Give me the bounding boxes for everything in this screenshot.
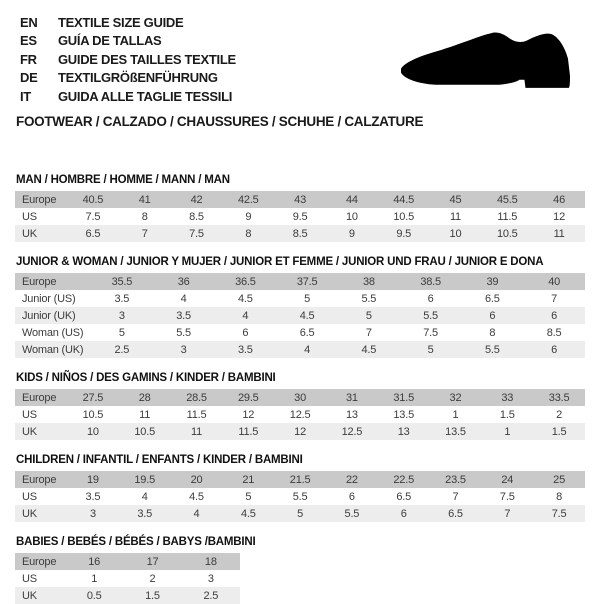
table-cell: 11 [190,425,202,438]
table-cell: 4 [304,343,311,356]
table-cell: 7.5 [189,227,204,240]
table-cell: 1 [91,572,98,585]
table-cell: 5.5 [176,326,191,339]
row-label: US [22,210,37,223]
table-cell: 6.5 [85,227,101,240]
table-cell: 3.5 [137,507,153,520]
table-cell: 40.5 [82,193,104,206]
language-title: GUIDE DES TAILLES TEXTILE [58,51,236,67]
table-cell: 1.5 [145,589,160,602]
table-cell: 6.5 [485,292,500,305]
table-cell: 10 [449,227,462,240]
table-cell: 1.5 [551,425,567,438]
table-cell: 8 [245,227,252,240]
size-table-section-junior-woman [15,255,585,358]
row-label: Europe [22,193,57,206]
table-row [15,389,585,406]
table-cell: 5 [245,490,252,503]
table-cell: 21.5 [289,473,311,486]
table-cell: 31.5 [393,391,414,404]
table-cell: 18 [204,555,217,568]
table-cell: 4 [141,490,148,503]
row-label: Junior (UK) [22,309,76,322]
table-cell: 2.5 [114,343,130,356]
table-cell: 28.5 [186,391,207,404]
table-cell: 11.5 [186,408,207,421]
table-cell: 5.5 [292,490,308,503]
table-cell: 10.5 [496,227,518,240]
table-row [15,423,585,440]
table-cell: 5.5 [485,343,500,356]
table-row [15,324,585,341]
table-cell: 8.5 [546,326,562,339]
table-cell: 7 [365,326,372,339]
table-row [15,273,585,290]
table-cell: 5.5 [423,309,438,322]
language-code: EN [20,15,38,30]
table-cell: 4 [180,292,187,305]
table-cell: 11 [139,408,151,421]
row-label: UK [22,589,37,602]
table-cell: 3.5 [238,343,253,356]
table-cell: 12.5 [289,408,311,421]
table-cell: 1 [452,408,459,421]
language-title: TEXTILE SIZE GUIDE [58,15,184,30]
size-table-title: JUNIOR & WOMAN / JUNIOR Y MUJER / JUNIOR ET FEMME / JUNIOR UND FRAU / JUNIOR E DONA [16,256,544,269]
table-cell: 5.5 [361,292,377,305]
table-cell: 7.5 [551,507,567,520]
table-cell: 6.5 [396,490,412,503]
size-table [15,191,585,242]
table-cell: 2.5 [203,589,219,602]
table-cell: 4.5 [189,490,204,503]
table-cell: 0.5 [86,589,102,602]
table-cell: 12 [294,425,306,438]
table-row [15,208,585,225]
table-cell: 4.5 [361,343,377,356]
size-table-section-babies [15,535,585,604]
table-cell: 13 [397,425,410,438]
table-cell: 4 [242,309,249,322]
table-cell: 11 [449,210,461,223]
table-cell: 24 [501,473,514,486]
row-label: Woman (US) [22,326,84,339]
table-row [15,290,585,307]
table-cell: 5.5 [344,507,360,520]
table-cell: 33 [501,391,514,404]
size-table-title: CHILDREN / INFANTIL / ENFANTS / KINDER / BAMBINI [16,454,303,467]
table-cell: 19.5 [134,473,155,486]
table-cell: 13.5 [445,425,466,438]
row-label: US [22,408,37,421]
table-cell: 6 [242,326,249,339]
table-cell: 10.5 [134,425,155,438]
table-cell: 3 [89,507,96,520]
table-cell: 7.5 [85,210,101,223]
table-cell: 25 [553,473,565,486]
table-cell: 7 [141,227,148,240]
table-cell: 6.5 [299,326,315,339]
table-cell: 4.5 [299,309,315,322]
size-table-section-kids [15,371,585,440]
table-cell: 6 [427,292,434,305]
table-cell: 3.5 [85,490,101,503]
language-code: IT [20,88,31,104]
table-cell: 3 [118,309,125,322]
table-cell: 36 [177,275,190,288]
row-label: UK [22,425,37,438]
table-row [15,488,585,505]
table-cell: 35.5 [111,275,133,288]
table-cell: 4 [193,507,200,520]
table-cell: 38 [362,275,375,288]
size-table [15,471,585,522]
table-cell: 6 [489,309,496,322]
table-cell: 13 [345,408,358,421]
table-cell: 22.5 [393,473,414,486]
table-cell: 5 [304,292,311,305]
table-cell: 45.5 [496,193,518,206]
size-table [15,273,585,358]
table-cell: 5 [297,507,304,520]
table-row [15,406,585,423]
table-cell: 30 [294,391,306,404]
table-cell: 12 [553,210,565,223]
row-label: Europe [22,555,57,568]
table-cell: 7 [504,507,511,520]
table-cell: 9 [348,227,355,240]
row-label: Woman (UK) [22,343,84,356]
table-cell: 11.5 [238,425,259,438]
table-cell: 16 [88,555,101,568]
table-cell: 10.5 [82,408,104,421]
table-cell: 5 [118,326,125,339]
table-cell: 37.5 [296,275,318,288]
table-row [15,505,585,522]
table-cell: 23.5 [445,473,466,486]
row-label: US [22,490,37,503]
table-cell: 6 [551,309,558,322]
row-label: Europe [22,391,57,404]
row-label: UK [22,227,37,240]
table-cell: 28 [138,391,151,404]
shoe-icon [400,30,572,90]
table-cell: 3 [207,572,214,585]
table-cell: 7.5 [499,490,515,503]
category-line: FOOTWEAR / CALZADO / CHAUSSURES / SCHUHE / CALZATURE [16,114,424,130]
table-cell: 20 [190,473,203,486]
table-cell: 17 [146,555,159,568]
language-title: GUIDA ALLE TAGLIE TESSILI [58,88,233,104]
table-cell: 8.5 [189,210,204,223]
table-cell: 6 [348,490,355,503]
table-cell: 13.5 [393,408,414,421]
table-cell: 27.5 [82,391,104,404]
table-cell: 10 [86,425,99,438]
table-row [15,471,585,488]
table-cell: 1 [504,425,511,438]
table-cell: 6 [400,507,407,520]
table-cell: 2 [149,572,156,585]
table-cell: 44 [345,193,358,206]
language-code: FR [20,51,37,67]
table-row [15,570,240,587]
table-cell: 11 [553,227,565,240]
language-title: TEXTILGRÖßENFÜHRUNG [58,70,218,86]
size-table-title: BABIES / BEBÉS / BÉBÉS / BABYS /BAMBINI [16,536,256,549]
size-table-title: MAN / HOMBRE / HOMME / MANN / MAN [16,174,230,187]
row-label: Junior (US) [22,292,76,305]
table-cell: 29.5 [237,391,259,404]
table-cell: 7.5 [423,326,438,339]
table-cell: 42 [190,193,203,206]
table-cell: 46 [553,193,565,206]
table-cell: 12.5 [341,425,363,438]
size-table-title: KIDS / NIÑOS / DES GAMINS / KINDER / BAMBINI [16,372,276,385]
table-row [15,553,240,570]
table-cell: 3 [180,343,187,356]
table-row [15,341,585,358]
table-cell: 8 [556,490,563,503]
table-cell: 9.5 [396,227,412,240]
table-cell: 41 [138,193,151,206]
language-code: DE [20,70,38,86]
table-cell: 40 [548,275,561,288]
table-row [15,225,585,242]
table-row [15,587,240,604]
table-row [15,307,585,324]
table-cell: 1.5 [499,408,515,421]
table-cell: 21 [242,473,255,486]
table-cell: 5 [365,309,372,322]
size-table [15,553,240,604]
table-cell: 36.5 [235,275,256,288]
table-cell: 3.5 [114,292,130,305]
table-cell: 38.5 [420,275,441,288]
table-cell: 39 [486,275,499,288]
table-cell: 9.5 [292,210,308,223]
table-cell: 7 [452,490,459,503]
table-cell: 31 [345,391,358,404]
language-code: ES [20,33,37,49]
table-cell: 6 [551,343,558,356]
table-cell: 9 [245,210,252,223]
tables-container [15,173,585,604]
language-row [20,88,600,106]
table-cell: 10.5 [393,210,414,223]
table-cell: 12 [242,408,255,421]
size-table [15,389,585,440]
table-cell: 32 [449,391,462,404]
row-label: UK [22,507,37,520]
table-cell: 4.5 [238,292,253,305]
table-cell: 3.5 [176,309,191,322]
size-table-section-man [15,173,585,242]
row-label: Europe [22,275,57,288]
table-cell: 44.5 [393,193,414,206]
table-cell: 33.5 [548,391,570,404]
language-title: GUÍA DE TALLAS [58,33,162,49]
table-cell: 10 [345,210,358,223]
table-row [15,191,585,208]
table-cell: 22 [345,473,358,486]
table-cell: 8.5 [292,227,308,240]
row-label: US [22,572,37,585]
table-cell: 8 [489,326,496,339]
table-cell: 2 [556,408,563,421]
table-cell: 19 [86,473,99,486]
row-label: Europe [22,473,57,486]
table-cell: 7 [551,292,558,305]
table-cell: 45 [449,193,462,206]
table-cell: 6.5 [448,507,463,520]
size-table-section-children [15,453,585,522]
table-cell: 43 [294,193,306,206]
table-cell: 4.5 [240,507,256,520]
table-cell: 42.5 [237,193,259,206]
table-cell: 8 [141,210,148,223]
table-cell: 5 [427,343,434,356]
table-cell: 11.5 [497,210,518,223]
